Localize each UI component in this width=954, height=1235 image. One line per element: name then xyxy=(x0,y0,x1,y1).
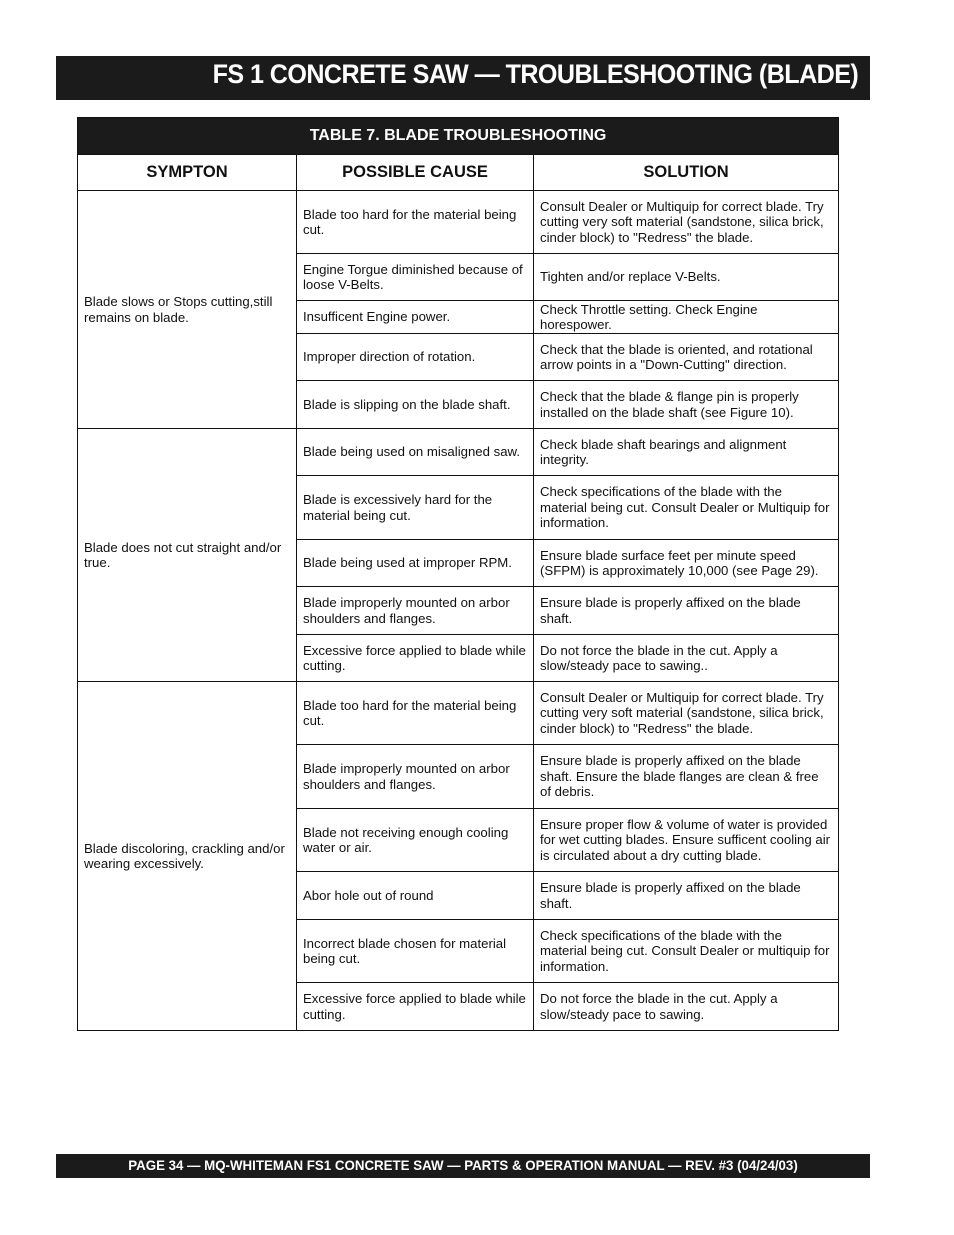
possible-cause-cell: Blade being used on misaligned saw. xyxy=(297,429,534,476)
possible-cause-cell: Blade improperly mounted on arbor shoulders and flanges. xyxy=(297,587,534,635)
possible-cause-cell: Insufficent Engine power. xyxy=(297,301,534,334)
table-caption: TABLE 7. BLADE TROUBLESHOOTING xyxy=(78,118,839,155)
possible-cause-cell: Blade improperly mounted on arbor shoulders and flanges. xyxy=(297,745,534,809)
possible-cause-cell: Excessive force applied to blade while cutting. xyxy=(297,983,534,1031)
table-caption-row xyxy=(78,118,839,155)
table-row xyxy=(78,429,839,476)
table-header-row xyxy=(78,155,839,191)
page-title-bar xyxy=(56,56,870,100)
blade-troubleshooting-table xyxy=(77,117,839,1031)
header-solution: SOLUTION xyxy=(534,155,839,191)
solution-cell: Check Throttle setting. Check Engine horespower. xyxy=(534,301,839,334)
solution-cell: Consult Dealer or Multiquip for correct blade. Try cutting very soft material (sandstone, silica brick, cinder block) to "Redress" the blade. xyxy=(534,191,839,254)
possible-cause-cell: Blade not receiving enough cooling water or air. xyxy=(297,809,534,872)
solution-cell: Consult Dealer or Multiquip for correct blade. Try cutting very soft material (sandstone, silica brick, cinder block) to "Redress" the blade. xyxy=(534,682,839,745)
table-row xyxy=(78,682,839,745)
possible-cause-cell: Improper direction of rotation. xyxy=(297,334,534,381)
solution-cell: Ensure blade surface feet per minute speed (SFPM) is approximately 10,000 (see Page 29). xyxy=(534,540,839,587)
header-possible-cause: POSSIBLE CAUSE xyxy=(297,155,534,191)
possible-cause-cell: Incorrect blade chosen for material being cut. xyxy=(297,920,534,983)
header-symptom: SYMPTON xyxy=(78,155,297,191)
solution-cell: Tighten and/or replace V-Belts. xyxy=(534,254,839,301)
solution-cell: Ensure blade is properly affixed on the blade shaft. xyxy=(534,872,839,920)
page-footer-bar xyxy=(56,1154,870,1178)
symptom-cell: Blade slows or Stops cutting,still remains on blade. xyxy=(78,191,297,429)
solution-cell: Check that the blade & flange pin is properly installed on the blade shaft (see Figure 10). xyxy=(534,381,839,429)
solution-cell: Check specifications of the blade with the material being cut. Consult Dealer or multiquip for information. xyxy=(534,920,839,983)
symptom-cell: Blade discoloring, crackling and/or wearing excessively. xyxy=(78,682,297,1031)
possible-cause-cell: Blade too hard for the material being cut. xyxy=(297,682,534,745)
solution-cell: Check specifications of the blade with the material being cut. Consult Dealer or Multiquip for information. xyxy=(534,476,839,540)
page-title: FS 1 CONCRETE SAW — TROUBLESHOOTING (BLADE) xyxy=(212,59,858,89)
solution-cell: Ensure proper flow & volume of water is provided for wet cutting blades. Ensure sufficent cooling air is circulated about a dry cutting blade. xyxy=(534,809,839,872)
possible-cause-cell: Excessive force applied to blade while cutting. xyxy=(297,635,534,682)
solution-cell: Check that the blade is oriented, and rotational arrow points in a "Down-Cutting" direction. xyxy=(534,334,839,381)
solution-cell: Check blade shaft bearings and alignment integrity. xyxy=(534,429,839,476)
possible-cause-cell: Blade is excessively hard for the material being cut. xyxy=(297,476,534,540)
page-footer: PAGE 34 — MQ-WHITEMAN FS1 CONCRETE SAW — PARTS & OPERATION MANUAL — REV. #3 (04/24/03) xyxy=(128,1157,798,1173)
table-row xyxy=(78,191,839,254)
solution-cell: Do not force the blade in the cut. Apply a slow/steady pace to sawing.. xyxy=(534,635,839,682)
symptom-cell: Blade does not cut straight and/or true. xyxy=(78,429,297,682)
possible-cause-cell: Blade being used at improper RPM. xyxy=(297,540,534,587)
solution-cell: Ensure blade is properly affixed on the blade shaft. Ensure the blade flanges are clean & free of debris. xyxy=(534,745,839,809)
possible-cause-cell: Blade too hard for the material being cut. xyxy=(297,191,534,254)
solution-cell: Ensure blade is properly affixed on the blade shaft. xyxy=(534,587,839,635)
possible-cause-cell: Engine Torgue diminished because of loose V-Belts. xyxy=(297,254,534,301)
possible-cause-cell: Abor hole out of round xyxy=(297,872,534,920)
possible-cause-cell: Blade is slipping on the blade shaft. xyxy=(297,381,534,429)
solution-cell: Do not force the blade in the cut. Apply a slow/steady pace to sawing. xyxy=(534,983,839,1031)
